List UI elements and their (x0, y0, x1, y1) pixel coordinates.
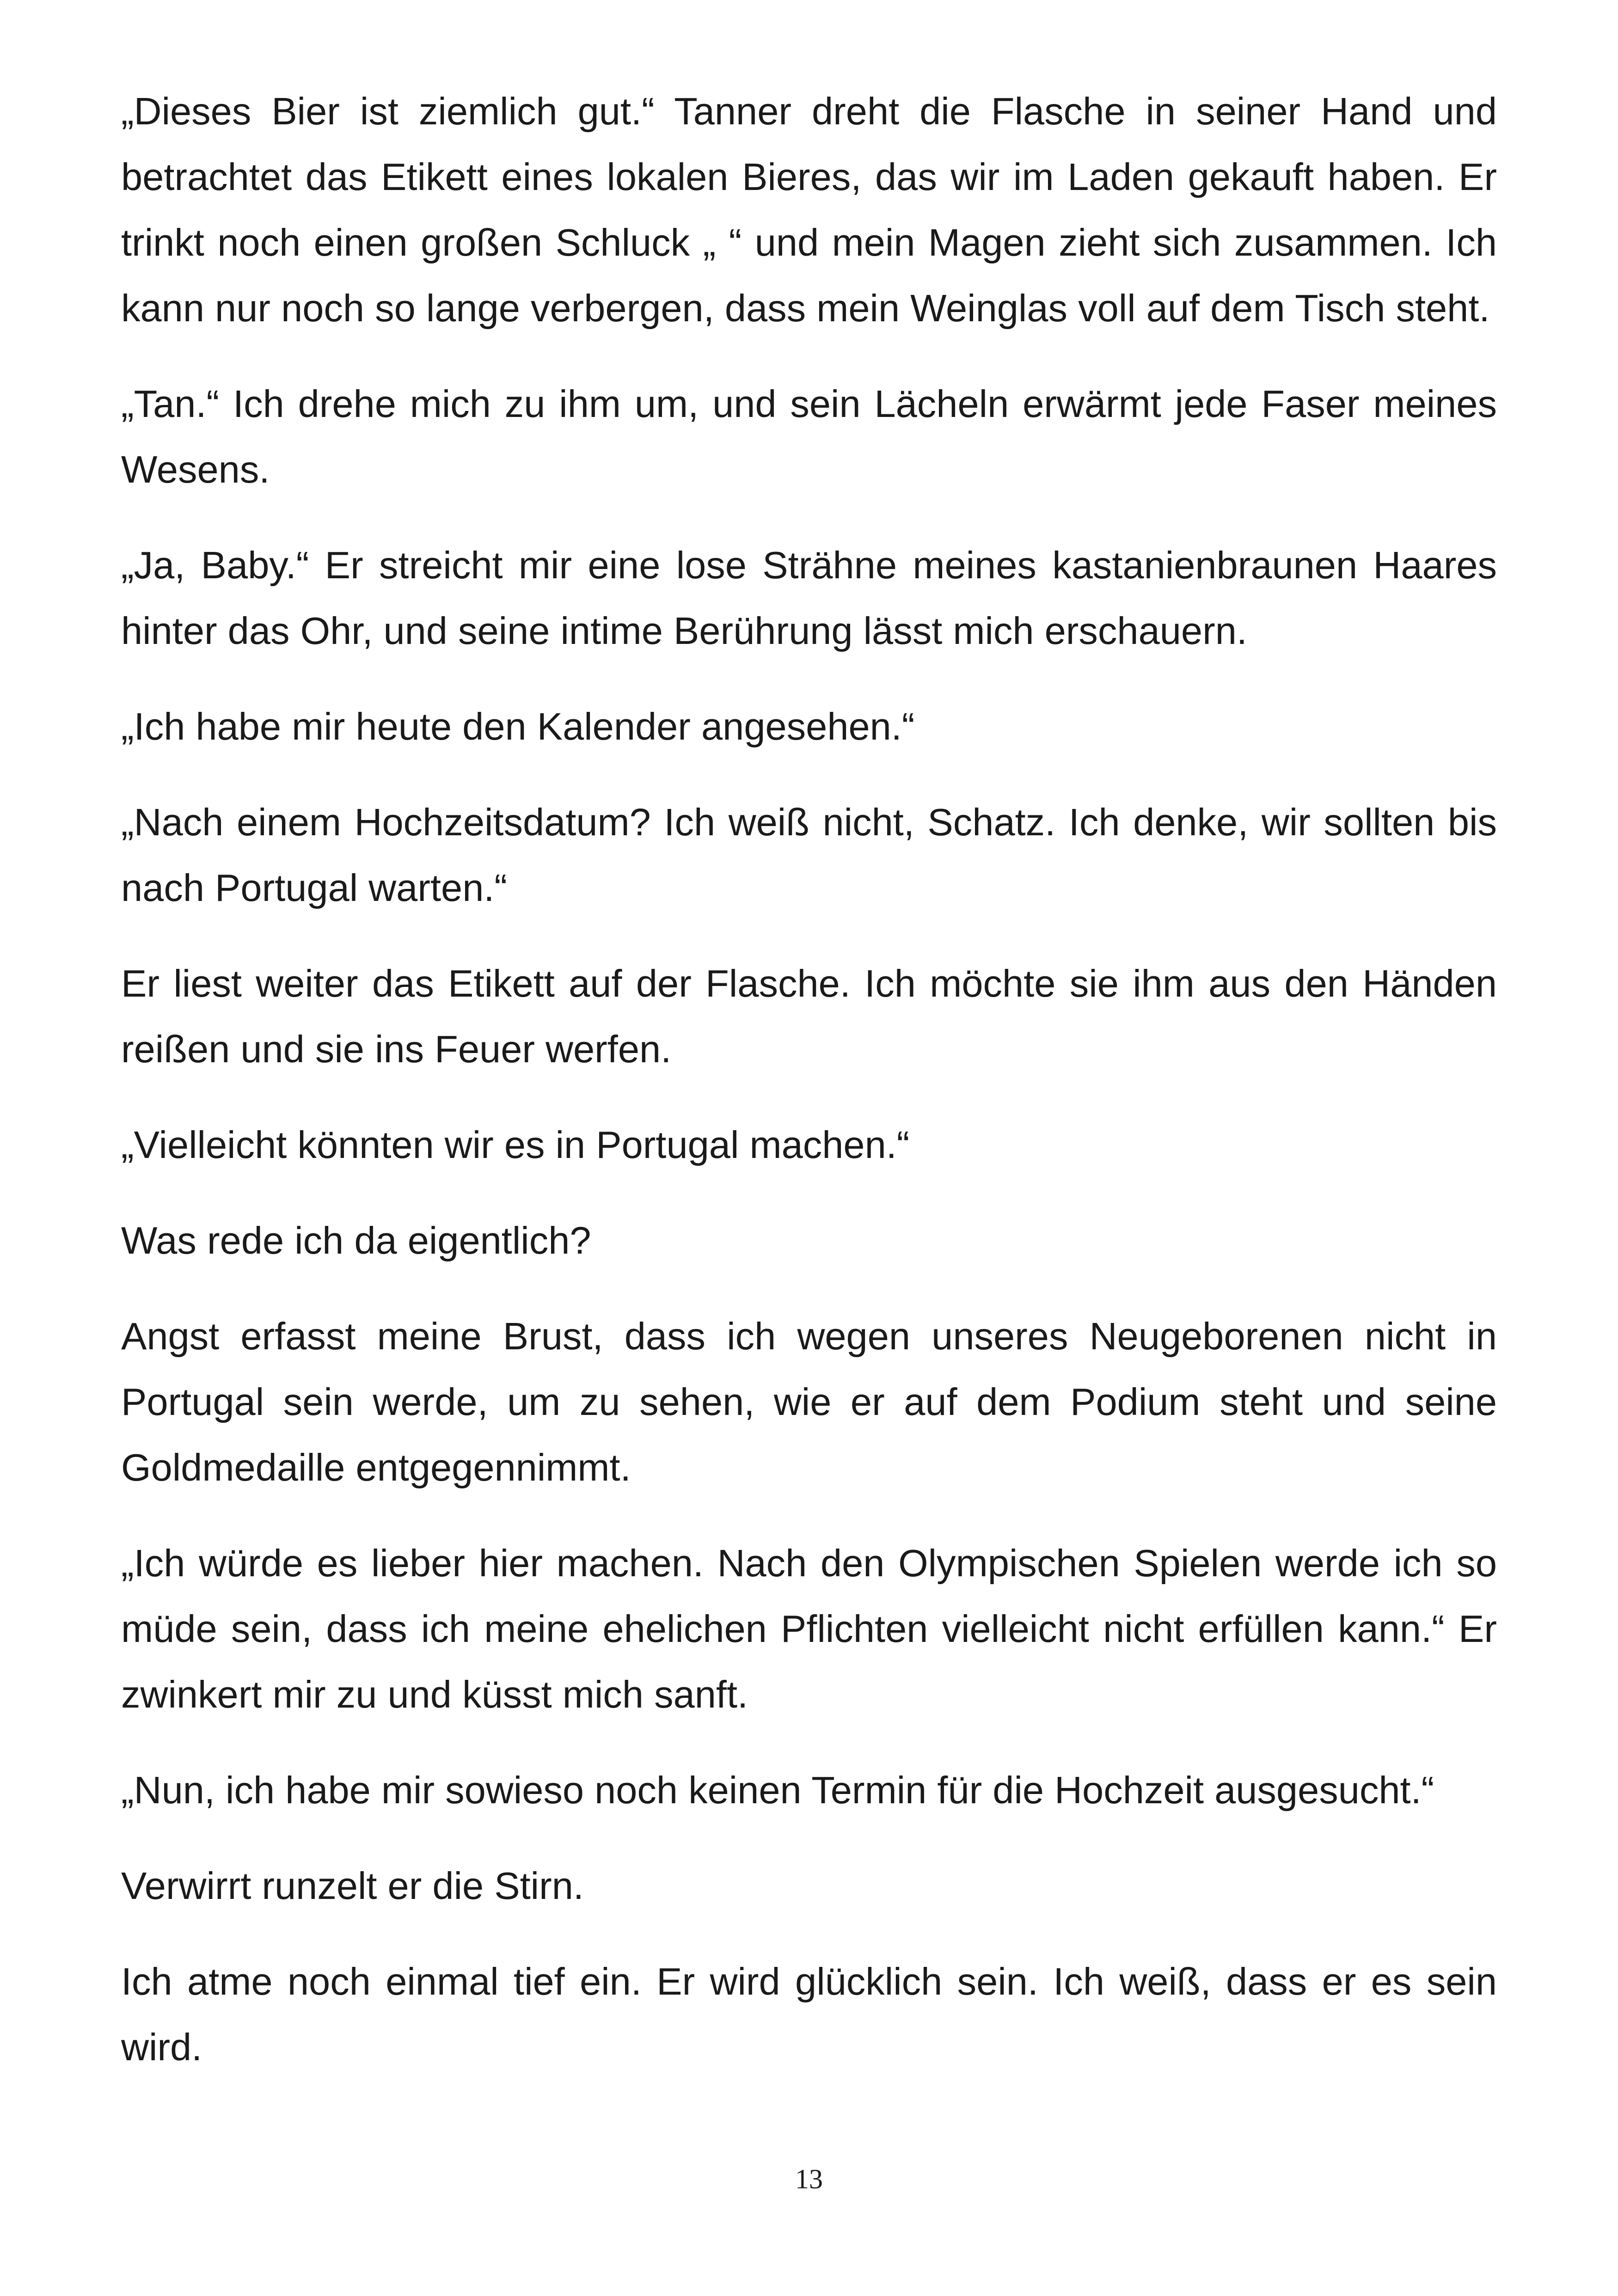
paragraph-12: Verwirrt runzelt er die Stirn. (121, 1864, 584, 1907)
paragraph-6: Er liest weiter das Etikett auf der Flasche. Ich möchte sie ihm aus den Händen reißen und sie ins Feuer werfen. (121, 962, 1497, 1071)
paragraph-9: Angst erfasst meine Brust, dass ich wegen unseres Neugeborenen nicht in Portugal sein werde, um zu sehen, wie er auf dem Podium steht und seine Goldmedaille entgegennimmt. (121, 1315, 1497, 1489)
page-number: 13 (795, 2164, 823, 2194)
paragraph-8: Was rede ich da eigentlich? (121, 1219, 591, 1262)
body-text (121, 79, 1497, 2110)
paragraph-2: „Tan.“ Ich drehe mich zu ihm um, und sein Lächeln erwärmt jede Faser meines Wesens. (121, 382, 1497, 491)
paragraph-10: „Ich würde es lieber hier machen. Nach den Olympischen Spielen werde ich so müde sein, dass ich meine ehelichen Pflichten vielleicht nicht erfüllen kann.“ Er zwinkert mir zu und küsst mich sanft. (121, 1542, 1497, 1716)
paragraph-1: „Dieses Bier ist ziemlich gut.“ Tanner dreht die Flasche in seiner Hand und betrachtet das Etikett eines lokalen Bieres, das wir im Laden gekauft haben. Er trinkt noch einen großen Schluck „ “ und mein Magen zieht sich zusammen. Ich kann nur noch so lange verbergen, dass mein Weinglas voll auf dem Tisch steht. (121, 90, 1497, 330)
paragraph-3: „Ja, Baby.“ Er streicht mir eine lose Strähne meines kastanienbraunen Haares hinter das Ohr, und seine intime Berührung lässt mich erschauern. (121, 544, 1497, 652)
paragraph-11: „Nun, ich habe mir sowieso noch keinen Termin für die Hochzeit ausgesucht.“ (121, 1769, 1434, 1812)
paragraph-4: „Ich habe mir heute den Kalender angesehen.“ (121, 705, 915, 748)
paragraph-13: Ich atme noch einmal tief ein. Er wird glücklich sein. Ich weiß, dass er es sein wird. (121, 1960, 1497, 2069)
paragraph-7: „Vielleicht könnten wir es in Portugal machen.“ (121, 1123, 910, 1166)
paragraph-5: „Nach einem Hochzeitsdatum? Ich weiß nicht, Schatz. Ich denke, wir sollten bis nach Portugal warten.“ (121, 801, 1497, 909)
